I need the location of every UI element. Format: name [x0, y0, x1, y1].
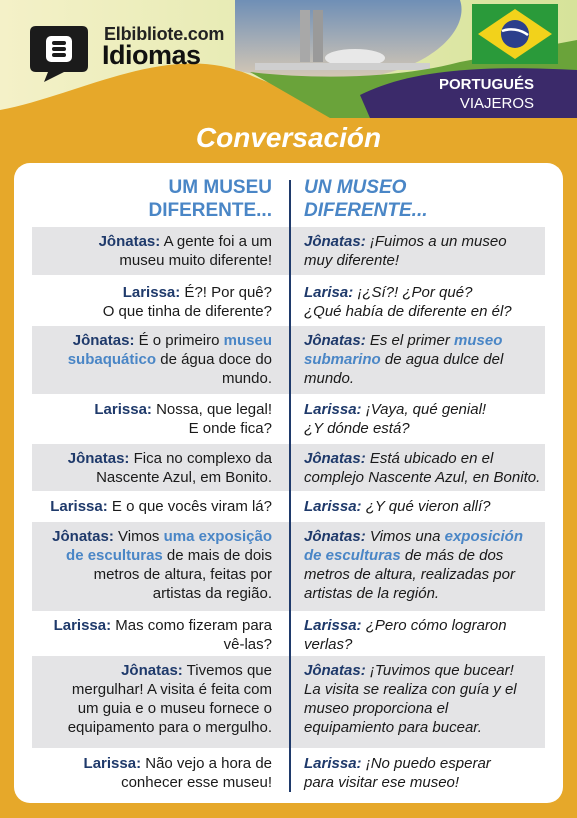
portuguese-column-title [148, 176, 272, 222]
es-line: Larissa: ¡No puedo esperar para visitar ese museo! [304, 755, 491, 791]
brand-name: Idiomas [102, 40, 201, 70]
es-title-line-2: DIFERENTE... [304, 200, 428, 221]
level-badge [400, 68, 550, 118]
es-line: Jônatas: ¡Fuimos a un museo muy diferente! [304, 233, 507, 269]
pt-line: Jônatas: É o primeiro museu subaquático de água doce do mundo. [67, 332, 272, 387]
es-line: Jônatas: ¡Tuvimos que bucear! La visita se realiza con guía y el museo proporciona el equipamiento para bucear. [304, 662, 517, 736]
pt-title-line-1: UM MUSEU [168, 177, 272, 198]
column-divider [289, 180, 291, 792]
pt-line: Larissa: E o que vocês viram lá? [50, 498, 272, 515]
pt-title-line-2: DIFERENTE... [148, 200, 272, 221]
header [0, 0, 577, 118]
badge-language: PORTUGUÉS [438, 76, 534, 93]
pt-line: Larissa: Nossa, que legal! E onde fica? [94, 401, 272, 437]
pt-line: Larissa: Não vejo a hora de conhecer esse museu! [83, 755, 272, 791]
pt-line: Jônatas: Fica no complexo da Nascente Azul, em Bonito. [67, 450, 272, 486]
brazil-flag-icon [472, 4, 558, 64]
brand-site: Elbibliote.com [104, 24, 225, 44]
pt-line: Jônatas: Tivemos que mergulhar! A visita é feita com um guia e o museu fornece o equipamento para o mergulho. [67, 662, 272, 736]
pt-line: Jônatas: A gente foi a um museu muito diferente! [98, 233, 272, 269]
logo-icon [26, 22, 92, 84]
pt-line: Larissa: É?! Por quê? O que tinha de diferente? [102, 284, 272, 320]
es-line: Jônatas: Está ubicado en el complejo Nascente Azul, en Bonito. [304, 450, 541, 486]
spanish-column-title [304, 176, 428, 222]
es-line: Jônatas: Vimos una exposición de esculturas de más de dos metros de altura, realizadas por artistas de la región. [304, 528, 523, 602]
es-line: Larissa: ¡Vaya, qué genial! ¿Y dónde está? [304, 401, 487, 437]
es-line: Jônatas: Es el primer museo submarino de agua dulce del mundo. [304, 332, 504, 387]
pt-line: Jônatas: Vimos uma exposição de esculturas de mais de dois metros de altura, feitas por artistas da região. [52, 528, 272, 602]
es-title-line-1: UN MUSEO [304, 177, 407, 198]
es-line: Larisa: ¡¿Sí?! ¿Por qué? ¿Qué había de diferente en él? [304, 284, 512, 320]
page-title: Conversación [195, 122, 382, 153]
es-line: Larissa: ¿Pero cómo lograron verlas? [304, 617, 507, 653]
es-line: Larissa: ¿Y qué vieron allí? [304, 498, 491, 515]
badge-level: VIAJEROS [459, 95, 534, 112]
pt-line: Larissa: Mas como fizeram para vê-las? [53, 617, 272, 653]
